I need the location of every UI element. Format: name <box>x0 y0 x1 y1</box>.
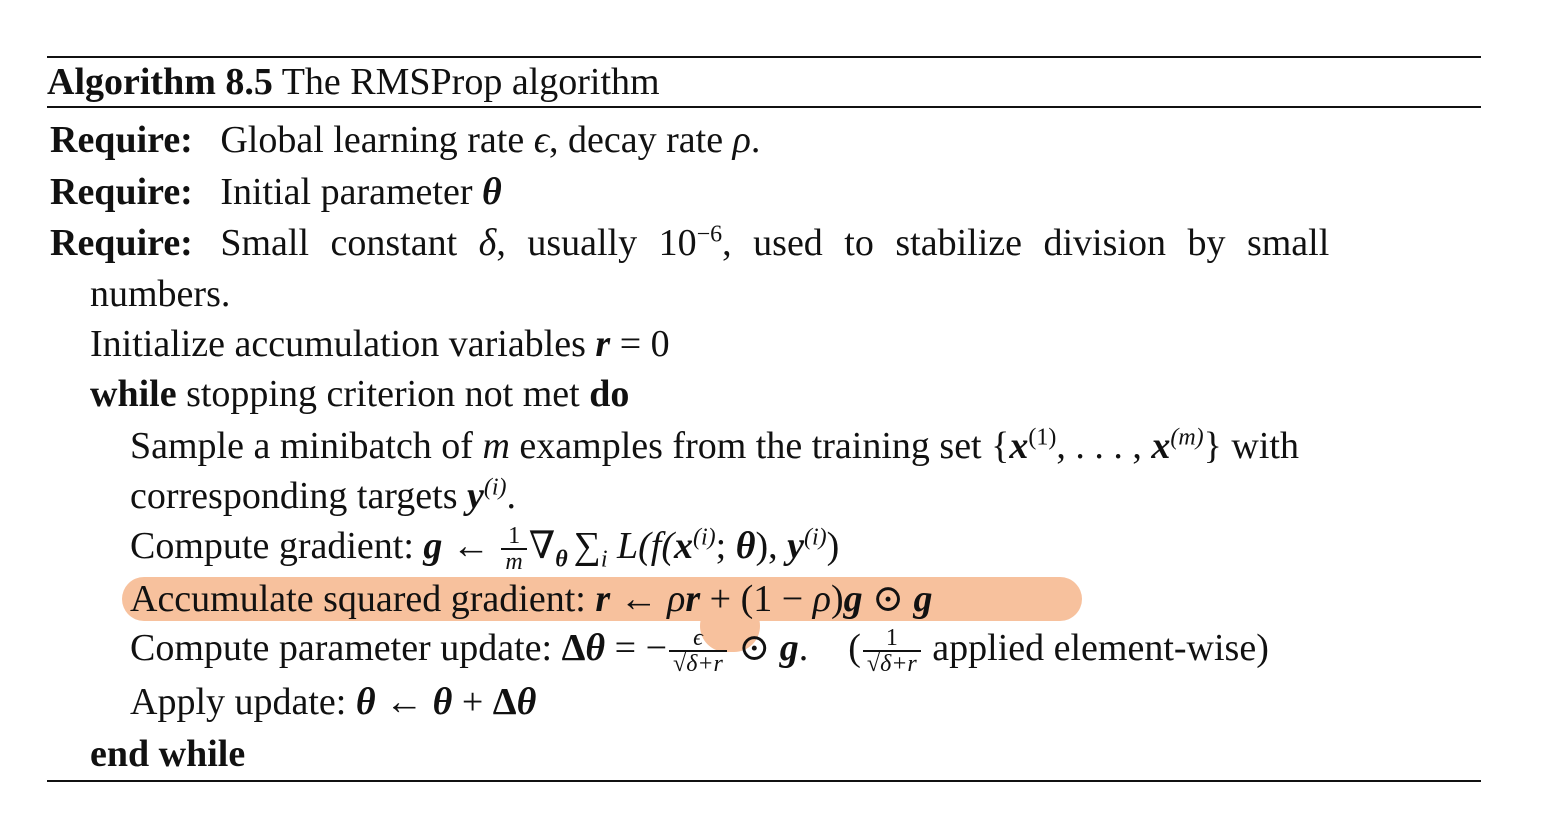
top-rule <box>47 56 1481 58</box>
end-while-line: end while <box>90 733 246 775</box>
require-keyword: Require: <box>50 222 193 264</box>
algorithm-label: Algorithm 8.5 <box>47 61 273 103</box>
algorithm-caption <box>47 60 660 104</box>
header-rule <box>47 106 1481 108</box>
require-line-3: Require: Small constant δ, usually $10^{-6}$, used to stabilize division by small <box>50 221 1330 264</box>
init-line: Initialize accumulation variables r = 0 <box>90 323 670 365</box>
algorithm-title: The RMSProp algorithm <box>281 61 660 103</box>
require-line-3-cont: numbers. <box>90 273 231 315</box>
fraction: $\frac{\epsilon}{√\delta+r}$ <box>669 626 727 676</box>
require-keyword: Require: <box>50 171 193 213</box>
gradient-line: Compute gradient: g ← $\frac{1}{m}$ $\nabla_\theta$ $\sum_i$ $L(f(x^{(i)}$; θ), $y^{(i)}$) <box>130 523 840 576</box>
require-line-1: Require: Global learning rate ϵ, decay rate ρ. <box>50 119 761 161</box>
fraction: $\frac{1}{m}$ <box>501 524 526 574</box>
require-line-2: Require: Initial parameter θ <box>50 171 502 213</box>
sample-line-cont: corresponding targets $y^{(i)}$. <box>130 474 517 517</box>
update-line: Compute parameter update: Δθ = − $\frac{\epsilon}{√\delta+r}$ ⊙ g. ( $\frac{1}{√\delta+r}$ applied element-wise) <box>130 625 1269 678</box>
apply-line: Apply update: θ ← θ + Δθ <box>130 681 537 723</box>
sample-line: Sample a minibatch of m examples from the training set {$x^{(1)}$, . . . , $x^{(m)}$} with <box>130 424 1299 467</box>
fraction: $\frac{1}{√\delta+r}$ <box>863 626 921 676</box>
bottom-rule <box>47 780 1481 782</box>
while-line: while stopping criterion not met do <box>90 373 630 415</box>
require-keyword: Require: <box>50 119 193 161</box>
accumulate-line: Accumulate squared gradient: r ← ρr + (1 − ρ)g ⊙ g <box>130 578 933 620</box>
